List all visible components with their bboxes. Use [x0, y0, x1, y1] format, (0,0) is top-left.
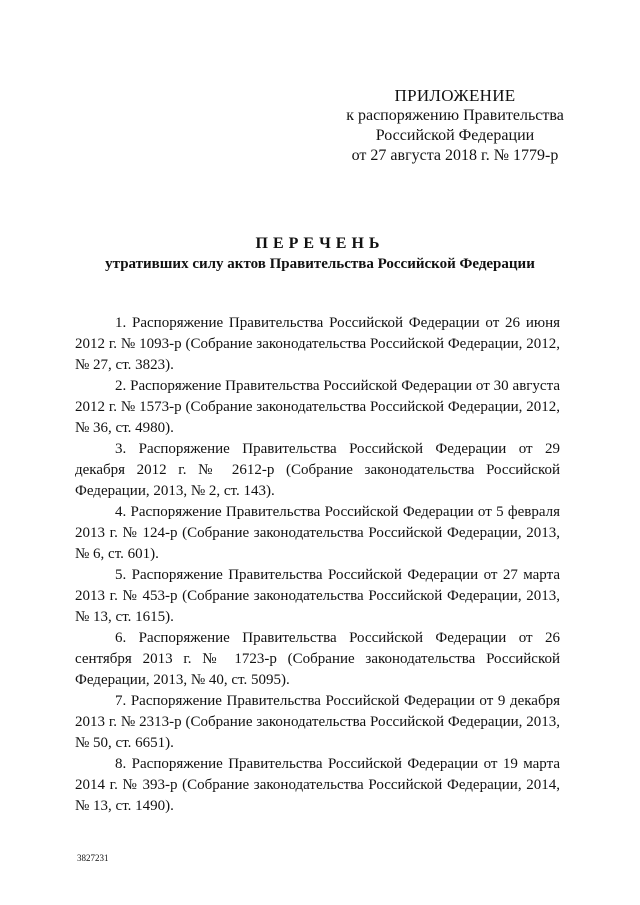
- list-item: 1. Распоряжение Правительства Российской Федерации от 26 июня 2012 г. № 1093-р (Собрание законодательства Российской Федерации, 2012, № 27, ст. 3823).: [75, 315, 560, 373]
- list-item: 5. Распоряжение Правительства Российской Федерации от 27 марта 2013 г. № 453-р (Собрание законодательства Российской Федерации, 2013, № 13, ст. 1615).: [75, 567, 560, 625]
- list-item: 2. Распоряжение Правительства Российской Федерации от 30 августа 2012 г. № 1573-р (Собрание законодательства Российской Федерации, 2012, № 36, ст. 4980).: [75, 378, 560, 436]
- document-code: 3827231: [77, 853, 109, 863]
- acts-list: [75, 313, 560, 817]
- list-item: 3. Распоряжение Правительства Российской Федерации от 29 декабря 2012 г. № 2612-р (Собрание законодательства Российской Федерации, 2013, № 2, ст. 143).: [75, 441, 560, 499]
- appendix-line-1: к распоряжению Правительства: [346, 107, 564, 124]
- appendix-title: ПРИЛОЖЕНИЕ: [394, 86, 516, 105]
- list-item: 4. Распоряжение Правительства Российской Федерации от 5 февраля 2013 г. № 124-р (Собрание законодательства Российской Федерации, 2013, № 6, ст. 601).: [75, 504, 560, 562]
- list-item: 7. Распоряжение Правительства Российской Федерации от 9 декабря 2013 г. № 2313-р (Собрание законодательства Российской Федерации, 2013, № 50, ст. 6651).: [75, 693, 560, 751]
- list-item: 8. Распоряжение Правительства Российской Федерации от 19 марта 2014 г. № 393-р (Собрание законодательства Российской Федерации, 2014, № 13, ст. 1490).: [75, 756, 560, 814]
- appendix-block: [330, 86, 580, 166]
- document-subheading: утративших силу актов Правительства Российской Федерации: [105, 256, 535, 272]
- list-item: 6. Распоряжение Правительства Российской Федерации от 26 сентября 2013 г. № 1723-р (Собрание законодательства Российской Федерации, 2013, № 40, ст. 5095).: [75, 630, 560, 688]
- document-heading: ПЕРЕЧЕНЬ: [255, 235, 385, 252]
- appendix-line-2: Российской Федерации: [375, 127, 535, 144]
- appendix-line-3: от 27 августа 2018 г. № 1779-р: [351, 147, 559, 164]
